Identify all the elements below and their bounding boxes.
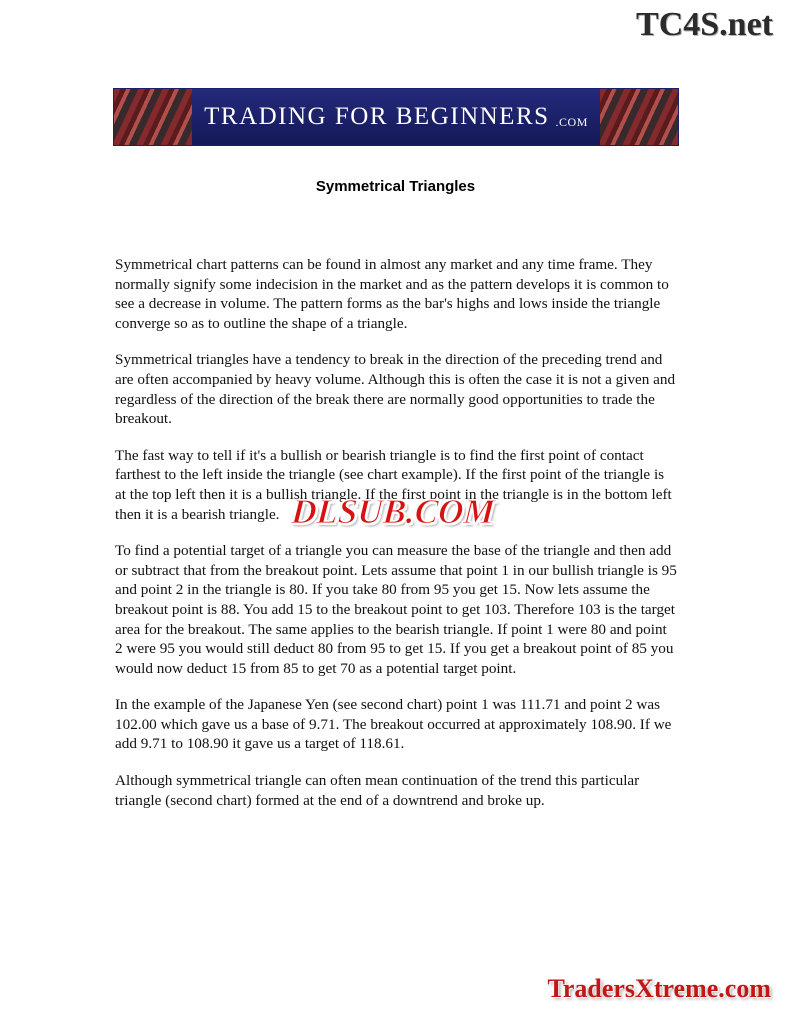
paragraph: In the example of the Japanese Yen (see second chart) point 1 was 111.71 and point 2 was 102.00 which gave us a base of 9.71. The breakout occurred at approximately 108.90. If we add 9.71 to 108.90 it gave us a target of 118.61. [115, 696, 672, 753]
paragraph: Although symmetrical triangle can often mean continuation of the trend this particular triangle (second chart) formed at the end of a downtrend and broke up. [115, 772, 640, 809]
paragraph: Symmetrical chart patterns can be found in almost any market and any time frame. They normally signify some indecision in the market and as the pattern develops it is common to see a decrease in volume. The pattern forms as the bar's highs and lows inside the triangle converge so as to outline the shape of a triangle. [115, 256, 669, 332]
paragraph: The fast way to tell if it's a bullish or bearish triangle is to find the first point of contact farthest to the left inside the triangle (see chart example). If the first point of the triangle is at the top left then it is a bullish triangle. If the first point in the triangle is in the bottom left then it is a bearish triangle. [115, 446, 672, 523]
page-title: Symmetrical Triangles [315, 178, 476, 195]
banner-text [114, 89, 678, 145]
paragraph: To find a potential target of a triangle you can measure the base of the triangle and then add or subtract that from the breakout point. Lets assume that point 1 in our bullish triangle is 95 and point 2 in the triangle is 80. If you take 80 from 95 you get 15. Now lets assume the breakout point is 88. You add 15 to the breakout point to get 103. Therefore 103 is the target area for the breakout. The same applies to the bearish triangle. If point 1 were 80 and point 2 were 95 you would still deduct 80 from 95 to get 15. If you get a breakout point of 85 you would now deduct 15 from 85 to get 70 as a potential target point. [115, 542, 677, 677]
paragraph: Symmetrical triangles have a tendency to break in the direction of the preceding trend and are often accompanied by heavy volume. Although this is often the case it is not a given and regardless of the direction of the break there are normally good opportunities to trade the breakout. [115, 351, 676, 428]
banner-title: TRADING FOR BEGINNERS [204, 103, 550, 130]
bottom-right-watermark: TradersXtreme.com [547, 974, 771, 1003]
banner-suffix: .COM [555, 114, 588, 129]
overlay-watermark: DLSUB.COM [290, 492, 497, 531]
site-banner[interactable] [113, 88, 679, 146]
top-right-watermark: TC4S.net [636, 6, 773, 43]
document-body [115, 255, 677, 827]
